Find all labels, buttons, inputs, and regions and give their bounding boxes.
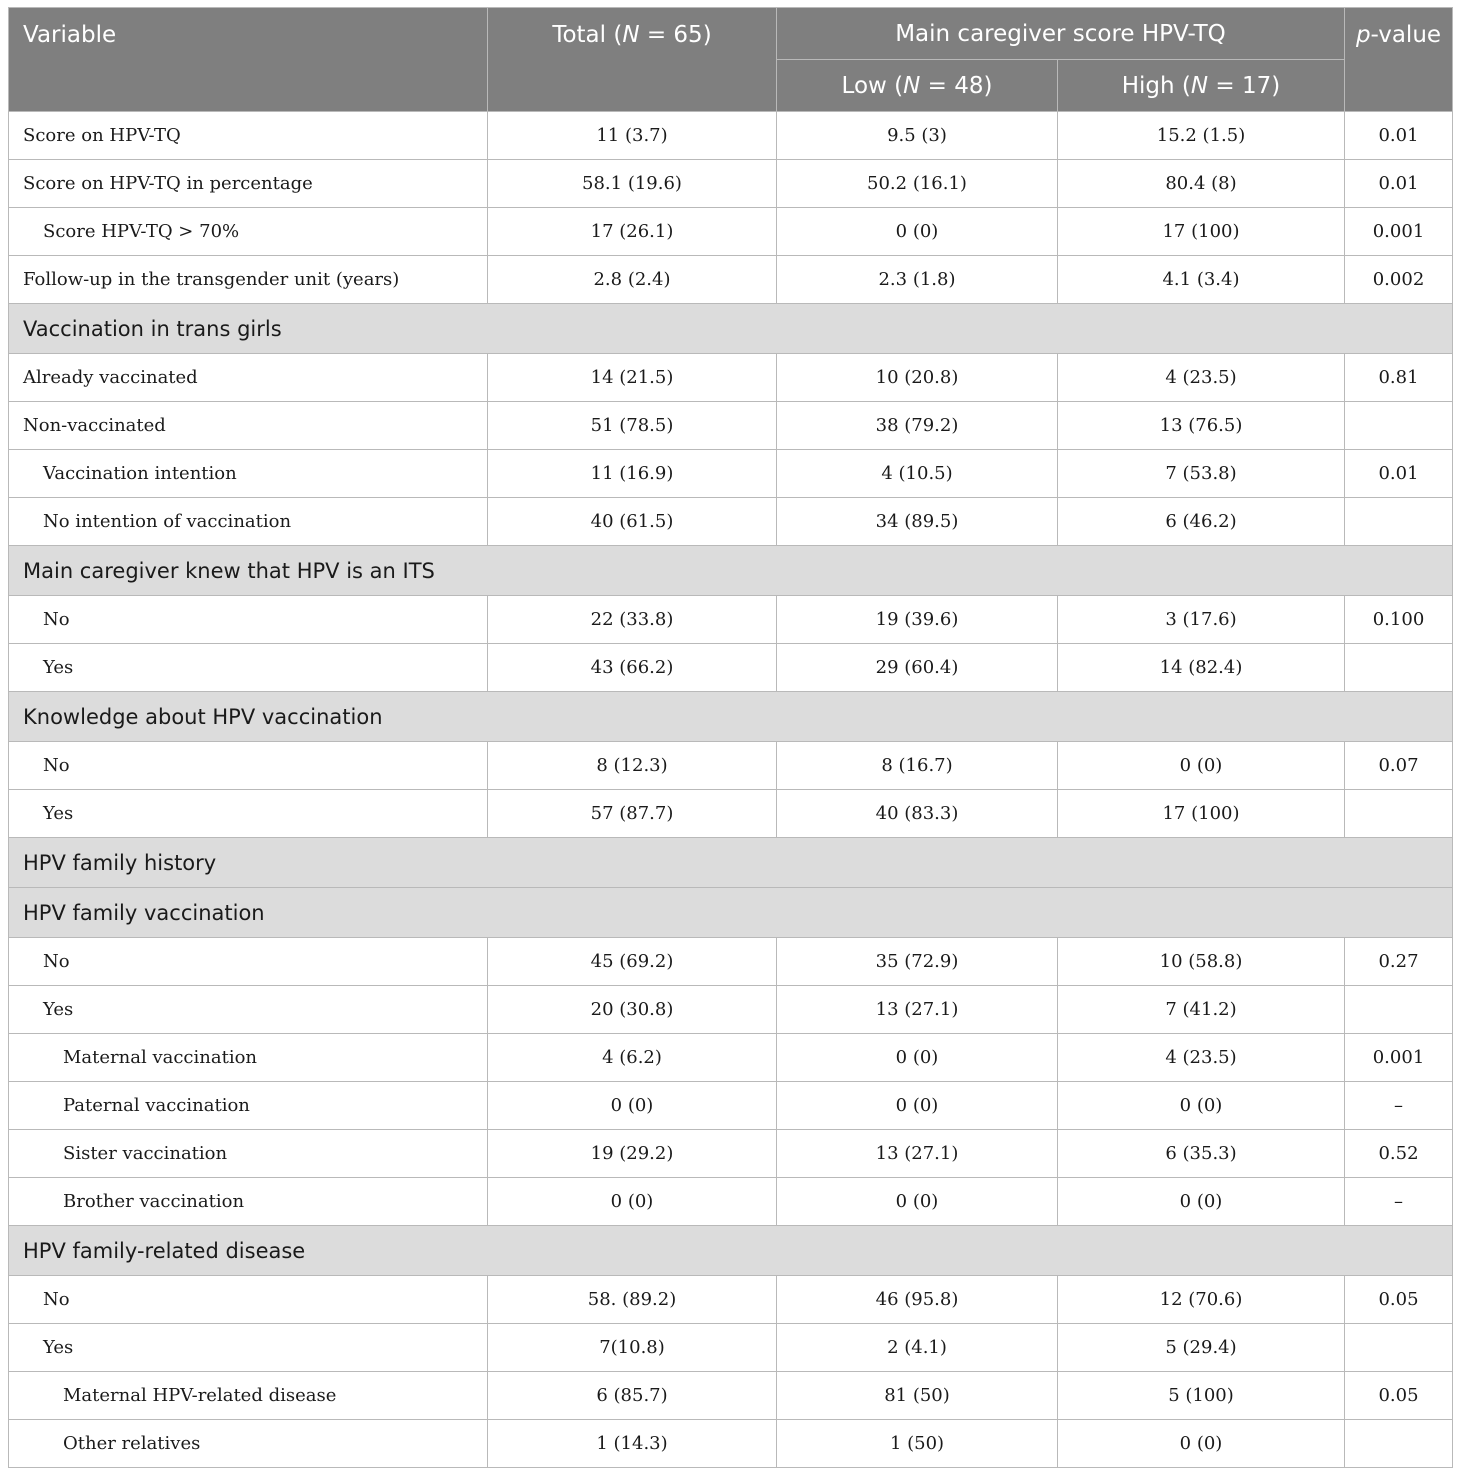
- header-low: Low (N = 48): [777, 60, 1058, 112]
- row-label: Score HPV-TQ > 70%: [9, 208, 488, 256]
- row-label: Yes: [9, 790, 488, 838]
- cell-low: 2 (4.1): [777, 1324, 1058, 1372]
- cell-high: 0 (0): [1058, 1178, 1345, 1226]
- cell-p-value: 0.001: [1345, 1034, 1453, 1082]
- row-label: Yes: [9, 1324, 488, 1372]
- cell-total: 1 (14.3): [488, 1420, 777, 1468]
- cell-p-value: 0.52: [1345, 1130, 1453, 1178]
- section-label: Vaccination in trans girls: [9, 304, 1453, 354]
- table-row: [9, 1034, 1453, 1082]
- cell-total: 51 (78.5): [488, 402, 777, 450]
- cell-low: 29 (60.4): [777, 644, 1058, 692]
- section-label: Main caregiver knew that HPV is an ITS: [9, 546, 1453, 596]
- cell-p-value: [1345, 498, 1453, 546]
- cell-low: 13 (27.1): [777, 986, 1058, 1034]
- table-row: [9, 1178, 1453, 1226]
- row-label: Score on HPV-TQ: [9, 112, 488, 160]
- cell-high: 0 (0): [1058, 1420, 1345, 1468]
- row-label: Yes: [9, 644, 488, 692]
- cell-low: 0 (0): [777, 1082, 1058, 1130]
- cell-p-value: 0.002: [1345, 256, 1453, 304]
- cell-total: 57 (87.7): [488, 790, 777, 838]
- row-label: Maternal vaccination: [9, 1034, 488, 1082]
- cell-high: 0 (0): [1058, 742, 1345, 790]
- cell-low: 38 (79.2): [777, 402, 1058, 450]
- cell-total: 11 (3.7): [488, 112, 777, 160]
- cell-p-value: [1345, 1420, 1453, 1468]
- header-row-1: [9, 8, 1453, 60]
- cell-high: 6 (35.3): [1058, 1130, 1345, 1178]
- table-row: [9, 742, 1453, 790]
- row-label: No intention of vaccination: [9, 498, 488, 546]
- table-row: [9, 644, 1453, 692]
- table-row: [9, 208, 1453, 256]
- cell-high: 17 (100): [1058, 790, 1345, 838]
- cell-total: 0 (0): [488, 1082, 777, 1130]
- cell-low: 35 (72.9): [777, 938, 1058, 986]
- cell-p-value: 0.100: [1345, 596, 1453, 644]
- cell-high: 10 (58.8): [1058, 938, 1345, 986]
- row-label: Brother vaccination: [9, 1178, 488, 1226]
- cell-total: 4 (6.2): [488, 1034, 777, 1082]
- cell-high: 80.4 (8): [1058, 160, 1345, 208]
- cell-low: 50.2 (16.1): [777, 160, 1058, 208]
- cell-p-value: [1345, 790, 1453, 838]
- row-label: No: [9, 1276, 488, 1324]
- cell-low: 40 (83.3): [777, 790, 1058, 838]
- cell-low: 9.5 (3): [777, 112, 1058, 160]
- cell-high: 15.2 (1.5): [1058, 112, 1345, 160]
- table-row: [9, 1372, 1453, 1420]
- cell-total: 40 (61.5): [488, 498, 777, 546]
- section-label: HPV family history: [9, 838, 1453, 888]
- section-row: [9, 1226, 1453, 1276]
- table-body: [9, 112, 1453, 1468]
- cell-low: 8 (16.7): [777, 742, 1058, 790]
- row-label: Sister vaccination: [9, 1130, 488, 1178]
- table-row: [9, 256, 1453, 304]
- cell-total: 2.8 (2.4): [488, 256, 777, 304]
- cell-p-value: 0.01: [1345, 112, 1453, 160]
- row-label: No: [9, 742, 488, 790]
- cell-low: 81 (50): [777, 1372, 1058, 1420]
- cell-p-value: 0.01: [1345, 160, 1453, 208]
- row-label: Maternal HPV-related disease: [9, 1372, 488, 1420]
- header-variable: Variable: [9, 8, 488, 112]
- cell-high: 7 (41.2): [1058, 986, 1345, 1034]
- cell-p-value: [1345, 644, 1453, 692]
- cell-total: 11 (16.9): [488, 450, 777, 498]
- cell-high: 12 (70.6): [1058, 1276, 1345, 1324]
- cell-high: 7 (53.8): [1058, 450, 1345, 498]
- table-header: [9, 8, 1453, 112]
- cell-total: 7(10.8): [488, 1324, 777, 1372]
- table-row: [9, 790, 1453, 838]
- header-total: Total (N = 65): [488, 8, 777, 112]
- cell-high: 6 (46.2): [1058, 498, 1345, 546]
- cell-total: 43 (66.2): [488, 644, 777, 692]
- section-row: [9, 304, 1453, 354]
- cell-total: 6 (85.7): [488, 1372, 777, 1420]
- cell-high: 4 (23.5): [1058, 1034, 1345, 1082]
- table-row: [9, 1324, 1453, 1372]
- table-row: [9, 160, 1453, 208]
- cell-high: 4.1 (3.4): [1058, 256, 1345, 304]
- table-row: [9, 402, 1453, 450]
- table-row: [9, 498, 1453, 546]
- table-row: [9, 986, 1453, 1034]
- cell-p-value: 0.81: [1345, 354, 1453, 402]
- cell-high: 5 (100): [1058, 1372, 1345, 1420]
- cell-p-value: 0.27: [1345, 938, 1453, 986]
- cell-p-value: –: [1345, 1082, 1453, 1130]
- cell-total: 22 (33.8): [488, 596, 777, 644]
- cell-high: 4 (23.5): [1058, 354, 1345, 402]
- table-row: [9, 1276, 1453, 1324]
- section-row: [9, 838, 1453, 888]
- table-row: [9, 1130, 1453, 1178]
- row-label: No: [9, 596, 488, 644]
- row-label: Vaccination intention: [9, 450, 488, 498]
- row-label: Follow-up in the transgender unit (years): [9, 256, 488, 304]
- cell-low: 0 (0): [777, 1034, 1058, 1082]
- cell-p-value: 0.001: [1345, 208, 1453, 256]
- table-row: [9, 1082, 1453, 1130]
- table-row: [9, 112, 1453, 160]
- cell-total: 17 (26.1): [488, 208, 777, 256]
- cell-high: 3 (17.6): [1058, 596, 1345, 644]
- table-row: [9, 938, 1453, 986]
- table-row: [9, 450, 1453, 498]
- cell-p-value: –: [1345, 1178, 1453, 1226]
- table-row: [9, 1420, 1453, 1468]
- cell-low: 13 (27.1): [777, 1130, 1058, 1178]
- cell-p-value: 0.01: [1345, 450, 1453, 498]
- cell-p-value: 0.07: [1345, 742, 1453, 790]
- cell-high: 14 (82.4): [1058, 644, 1345, 692]
- cell-high: 13 (76.5): [1058, 402, 1345, 450]
- cell-p-value: 0.05: [1345, 1276, 1453, 1324]
- cell-total: 0 (0): [488, 1178, 777, 1226]
- section-label: HPV family-related disease: [9, 1226, 1453, 1276]
- row-label: Already vaccinated: [9, 354, 488, 402]
- cell-p-value: [1345, 1324, 1453, 1372]
- cell-high: 17 (100): [1058, 208, 1345, 256]
- header-high: High (N = 17): [1058, 60, 1345, 112]
- cell-total: 19 (29.2): [488, 1130, 777, 1178]
- section-row: [9, 888, 1453, 938]
- cell-low: 0 (0): [777, 208, 1058, 256]
- cell-low: 4 (10.5): [777, 450, 1058, 498]
- cell-p-value: [1345, 402, 1453, 450]
- row-label: Other relatives: [9, 1420, 488, 1468]
- cell-p-value: 0.05: [1345, 1372, 1453, 1420]
- table-row: [9, 596, 1453, 644]
- cell-total: 58.1 (19.6): [488, 160, 777, 208]
- cell-high: 0 (0): [1058, 1082, 1345, 1130]
- header-caregiver-group: Main caregiver score HPV-TQ: [777, 8, 1345, 60]
- cell-total: 20 (30.8): [488, 986, 777, 1034]
- row-label: Yes: [9, 986, 488, 1034]
- cell-low: 46 (95.8): [777, 1276, 1058, 1324]
- cell-low: 10 (20.8): [777, 354, 1058, 402]
- table-row: [9, 354, 1453, 402]
- cell-low: 1 (50): [777, 1420, 1058, 1468]
- row-label: Score on HPV-TQ in percentage: [9, 160, 488, 208]
- cell-p-value: [1345, 986, 1453, 1034]
- cell-low: 19 (39.6): [777, 596, 1058, 644]
- section-row: [9, 692, 1453, 742]
- results-table: [8, 7, 1453, 1468]
- cell-low: 34 (89.5): [777, 498, 1058, 546]
- cell-total: 45 (69.2): [488, 938, 777, 986]
- row-label: No: [9, 938, 488, 986]
- cell-total: 14 (21.5): [488, 354, 777, 402]
- section-row: [9, 546, 1453, 596]
- section-label: Knowledge about HPV vaccination: [9, 692, 1453, 742]
- cell-total: 8 (12.3): [488, 742, 777, 790]
- cell-low: 0 (0): [777, 1178, 1058, 1226]
- row-label: Paternal vaccination: [9, 1082, 488, 1130]
- cell-total: 58. (89.2): [488, 1276, 777, 1324]
- section-label: HPV family vaccination: [9, 888, 1453, 938]
- cell-low: 2.3 (1.8): [777, 256, 1058, 304]
- row-label: Non-vaccinated: [9, 402, 488, 450]
- cell-high: 5 (29.4): [1058, 1324, 1345, 1372]
- header-p-value: p-value: [1345, 8, 1453, 112]
